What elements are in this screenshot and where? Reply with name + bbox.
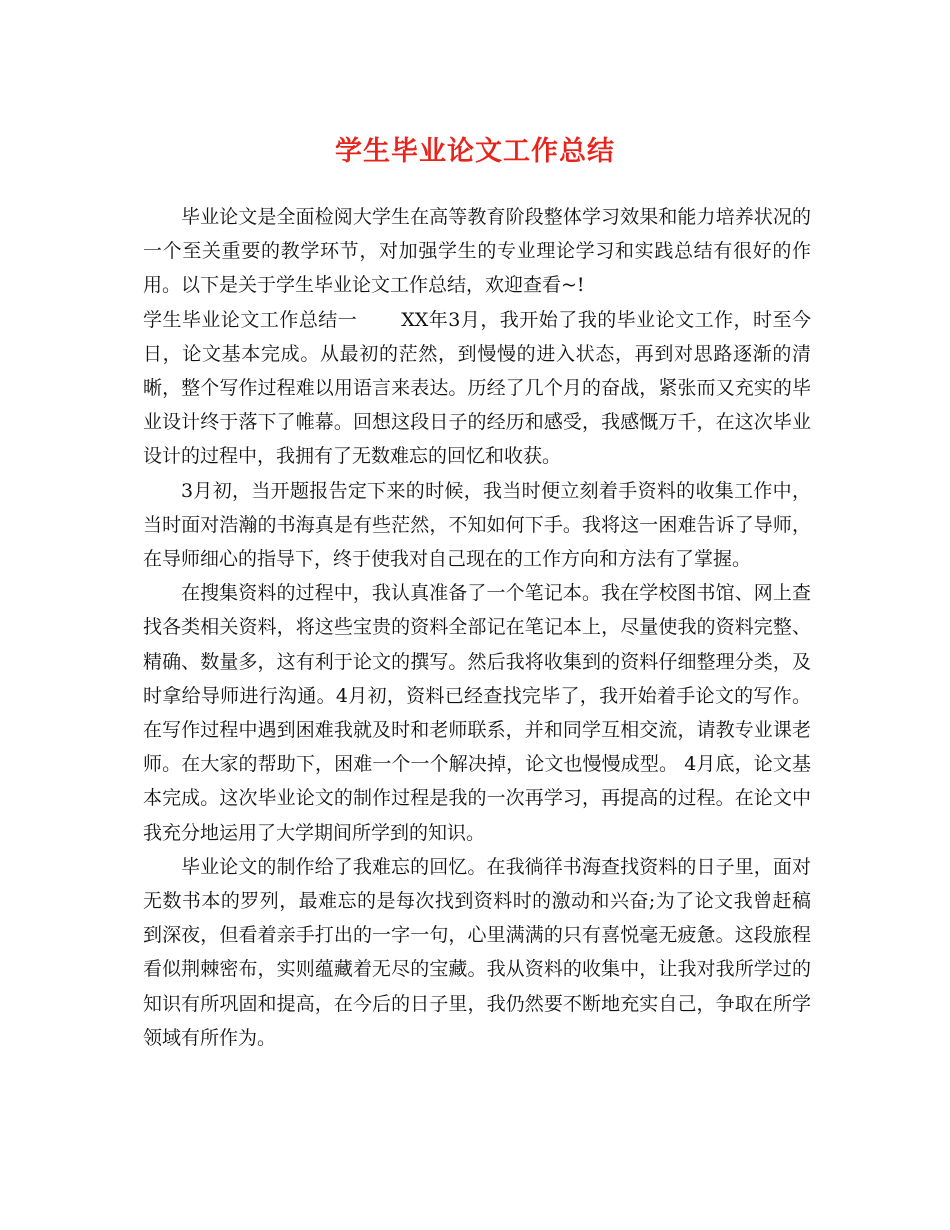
intro-paragraph: 毕业论文是全面检阅大学生在高等教育阶段整体学习效果和能力培养状况的一个至关重要的教学环节，对加强学生的专业理论学习和实践总结有很好的作用。以下是关于学生毕业论文工作总结，欢迎查看~! bbox=[143, 206, 811, 297]
section-heading: 学生毕业论文工作总结一 bbox=[143, 308, 358, 331]
paragraph-4: 毕业论文的制作给了我难忘的回忆。在我徜徉书海查找资料的日子里，面对无数书本的罗列，最难忘的是每次找到资料时的激动和兴奋;为了论文我曾赶稿到深夜，但看着亲手打出的一字一句，心里满满的只有喜悦毫无疲惫。这段旅程看似荆棘密布，实则蕴藏着无尽的宝藏。我从资料的收集中，让我对我所学过的知识有所巩固和提高，在今后的日子里，我仍然要不断地充实自己，争取在所学领域有所作为。 bbox=[143, 855, 811, 1049]
section-paragraph-1 bbox=[143, 303, 811, 474]
paragraph-3: 在搜集资料的过程中，我认真准备了一个笔记本。我在学校图书馆、网上查找各类相关资料，将这些宝贵的资料全部记在笔记本上，尽量使我的资料完整、精确、数量多，这有利于论文的撰写。然后我将收集到的资料仔细整理分类，及时拿给导师进行沟通。4月初，资料已经查找完毕了，我开始着手论文的写作。在写作过程中遇到困难我就及时和老师联系，并和同学互相交流，请教专业课老师。在大家的帮助下，困难一个一个解决掉，论文也慢慢成型。 4月底，论文基本完成。这次毕业论文的制作过程是我的一次再学习，再提高的过程。在论文中我充分地运用了大学期间所学到的知识。 bbox=[143, 582, 811, 844]
document-body bbox=[143, 200, 811, 1055]
document-title: 学生毕业论文工作总结 bbox=[335, 136, 615, 167]
paragraph-1-text: XX年3月，我开始了我的毕业论文工作，时至今日，论文基本完成。从最初的茫然，到慢慢的进入状态，再到对思路逐渐的清晰，整个写作过程难以用语言来表达。历经了几个月的奋战，紧张而又充实的毕业设计终于落下了帷幕。回想这段日子的经历和感受，我感慨万千，在这次毕业设计的过程中，我拥有了无数难忘的回忆和收获。 bbox=[143, 308, 811, 468]
paragraph-2: 3月初，当开题报告定下来的时候，我当时便立刻着手资料的收集工作中，当时面对浩瀚的书海真是有些茫然，不知如何下手。我将这一困难告诉了导师，在导师细心的指导下，终于使我对自己现在的工作方向和方法有了掌握。 bbox=[143, 479, 811, 571]
